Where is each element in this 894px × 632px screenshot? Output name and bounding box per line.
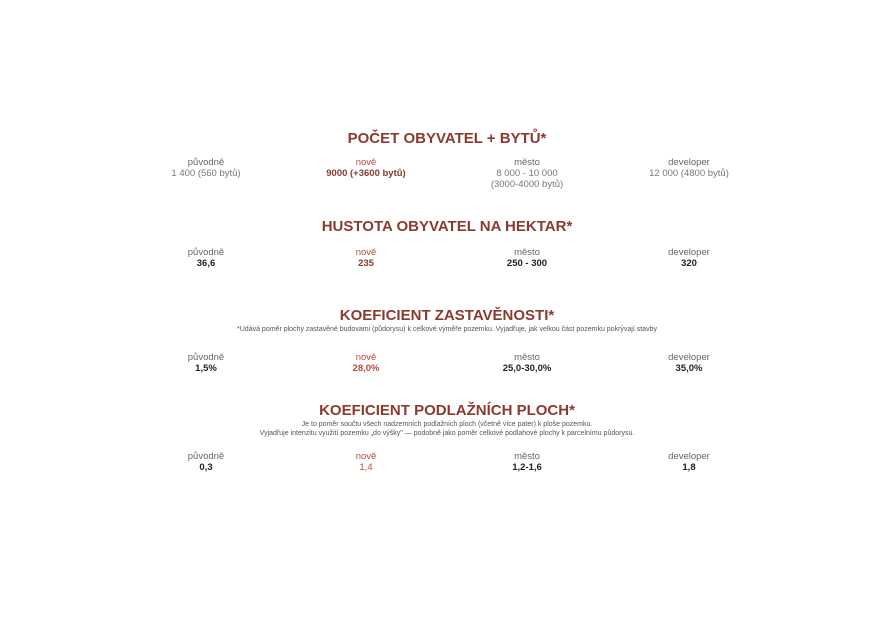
population-section [0, 130, 894, 148]
col-label: město [514, 451, 540, 462]
col-label: původně [187, 157, 225, 168]
col-value: 8 000 - 10 000 [496, 168, 558, 179]
population-title: POČET OBYVATEL + BYTŮ* [347, 130, 547, 147]
col-value: 0,3 [199, 462, 213, 473]
col-value: 250 - 300 [506, 258, 548, 269]
col-value: 1,2-1,6 [512, 462, 542, 473]
col-label: nově [355, 157, 377, 168]
col-label: původně [187, 247, 225, 258]
floor-ratio-col-developer [589, 451, 789, 473]
coverage-note: *Udává poměr plochy zastavěné budovami (půdorysu) k celkové výměře pozemku. Vyjadřuje, jak velkou část pozemku pokrývají stavby [237, 326, 657, 333]
col-label: nově [355, 352, 377, 363]
col-value: 35,0% [675, 363, 703, 374]
col-value: 9000 (+3600 bytů) [326, 168, 406, 179]
population-col-developer [589, 157, 789, 179]
col-value: 235 [358, 258, 374, 269]
col-value: 36,6 [196, 258, 216, 269]
density-section [0, 218, 894, 236]
density-col-developer [589, 247, 789, 269]
col-value: 1,8 [682, 462, 696, 473]
col-label: původně [187, 352, 225, 363]
col-value-secondary: (3000-4000 bytů) [490, 179, 564, 190]
col-label: město [514, 157, 540, 168]
col-value: 1,4 [359, 462, 373, 473]
floor-ratio-note-2: Vyjadřuje intenzitu využití pozemku „do výšky" — podobně jako poměr celkové podlahové plochy k parcelnímu půdorysu. [259, 430, 635, 437]
col-label: developer [668, 352, 710, 363]
floor-ratio-title: KOEFICIENT PODLAŽNÍCH PLOCH* [319, 402, 575, 419]
col-label: původně [187, 451, 225, 462]
coverage-title: KOEFICIENT ZASTAVĚNOSTI* [339, 307, 555, 324]
floor-ratio-note-1: Je to poměr součtu všech nadzemních podlažních ploch (včetně více pater) k ploše pozemku. [301, 421, 593, 428]
floor-ratio-section [0, 402, 894, 438]
col-value: 1 400 (560 bytů) [171, 168, 241, 179]
density-title: HUSTOTA OBYVATEL NA HEKTAR* [321, 218, 573, 235]
col-value: 12 000 (4800 bytů) [649, 168, 729, 179]
coverage-section [0, 307, 894, 334]
col-label: město [514, 352, 540, 363]
col-value: 25,0-30,0% [502, 363, 552, 374]
col-label: developer [668, 247, 710, 258]
col-label: město [514, 247, 540, 258]
col-value: 320 [681, 258, 697, 269]
col-value: 28,0% [352, 363, 380, 374]
col-label: nově [355, 247, 377, 258]
col-value: 1,5% [195, 363, 217, 374]
col-label: developer [668, 451, 710, 462]
col-label: nově [355, 451, 377, 462]
coverage-col-developer [589, 352, 789, 374]
col-label: developer [668, 157, 710, 168]
